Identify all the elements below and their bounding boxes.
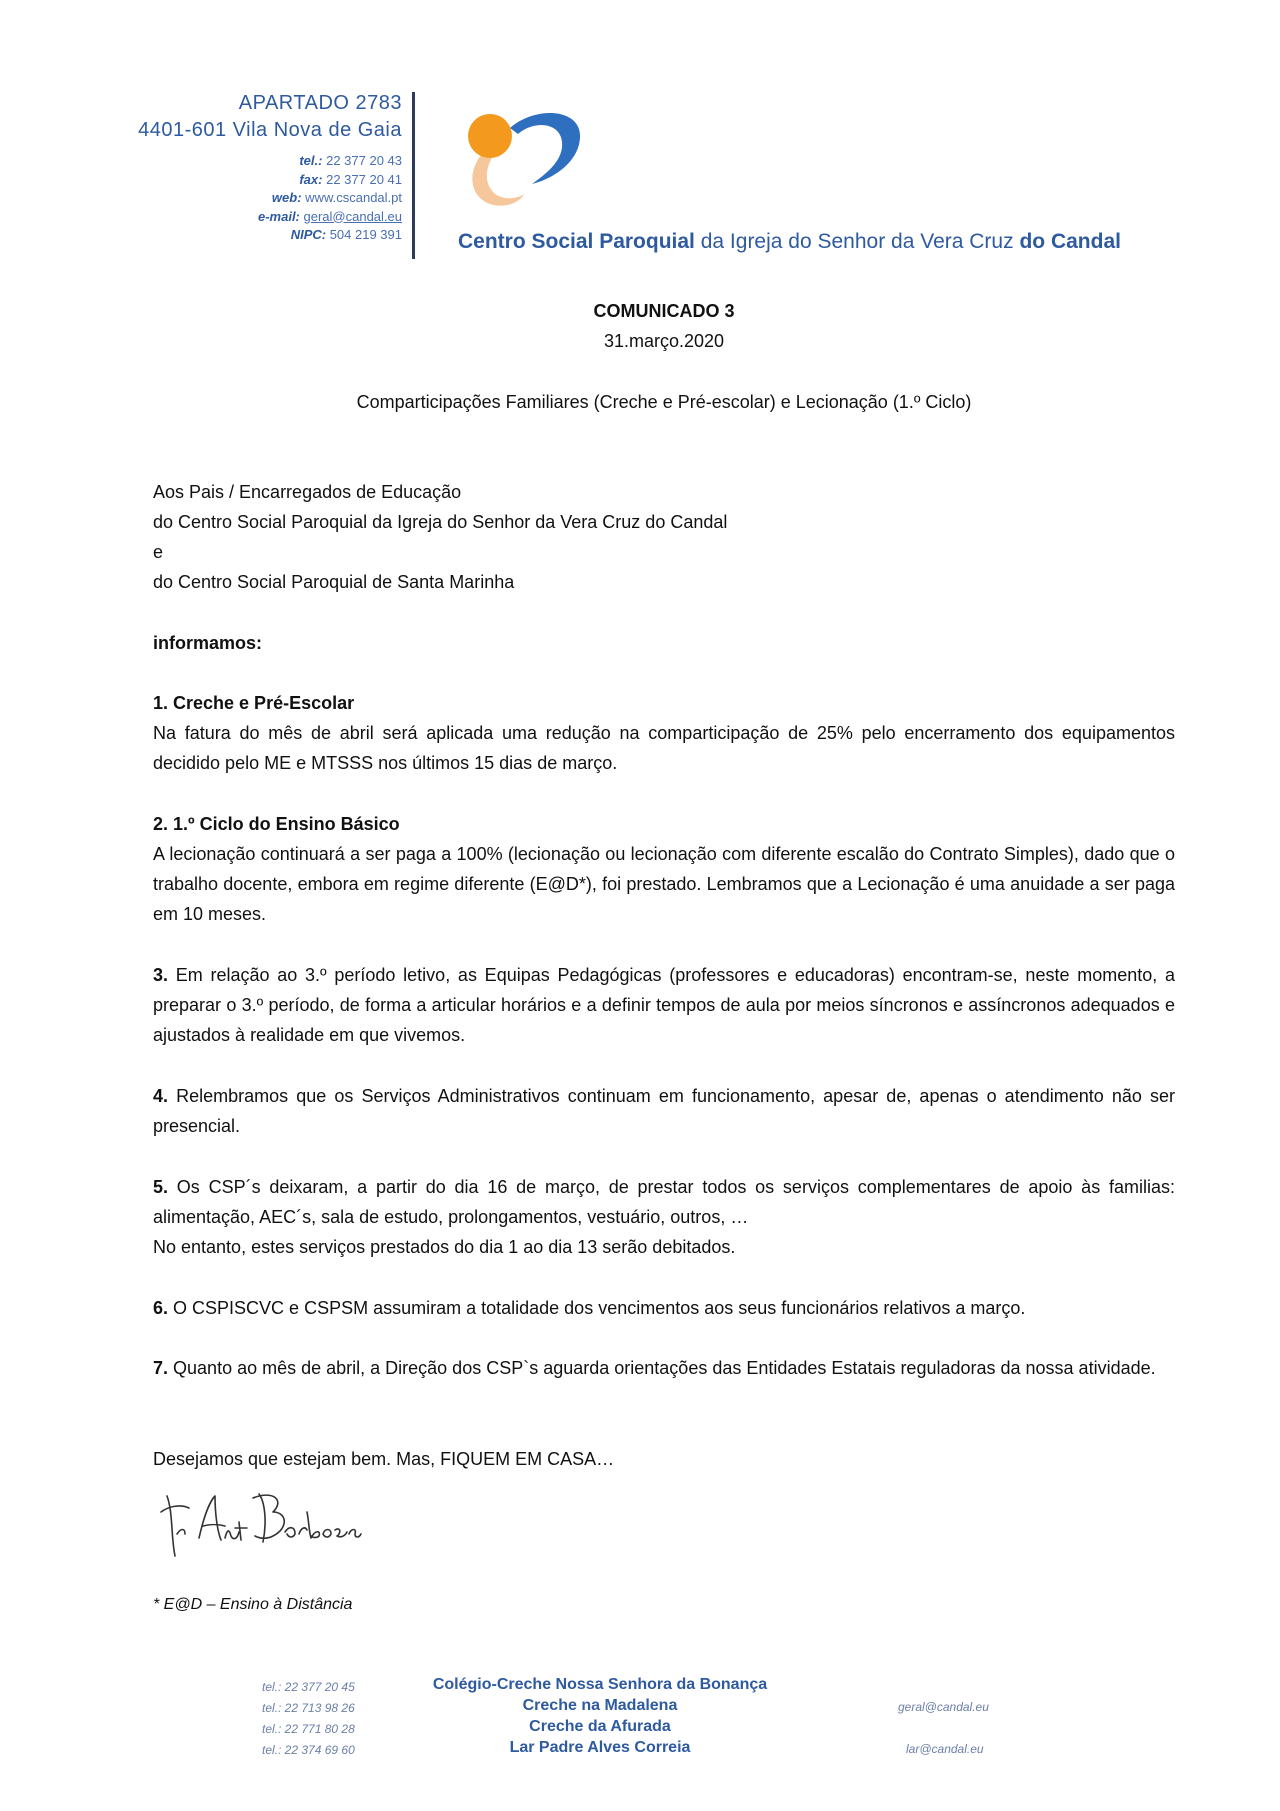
logo-blue-arc xyxy=(510,113,580,184)
address-line-2: 4401-601 Vila Nova de Gaia xyxy=(138,119,402,141)
document-subject: Comparticipações Familiares (Creche e Pré-escolar) e Lecionação (1.º Ciclo) xyxy=(356,392,972,412)
section-5 xyxy=(153,1172,1175,1262)
section-6 xyxy=(153,1293,1175,1323)
section-7-text: Quanto ao mês de abril, a Direção dos CSP`s aguarda orientações das Entidades Estatais reguladoras da nossa atividade. xyxy=(173,1358,1156,1378)
section-5-text-2: No entanto, estes serviços prestados do dia 1 ao dia 13 serão debitados. xyxy=(153,1237,736,1257)
recipients-block xyxy=(153,477,1175,597)
footer-institution-1: Colégio-Creche Nossa Senhora da Bonança xyxy=(432,1676,768,1693)
section-2-text: A lecionação continuará a ser paga a 100% (lecionação ou lecionação com diferente escalão do Contrato Simples), dado que o trabalho docente, embora em regime diferente (E@D*), foi prestado. Lembramos que a Lecionação é uma anuidade a ser paga em 10 meses. xyxy=(153,844,1175,924)
tel-line: tel.: 22 377 20 43 xyxy=(299,153,402,168)
section-5-number: 5. xyxy=(153,1177,169,1197)
footer-email-1[interactable]: geral@candal.eu xyxy=(898,1700,989,1714)
section-2-heading: 2. 1.º Ciclo do Ensino Básico xyxy=(153,814,400,834)
section-3-number: 3. xyxy=(153,965,169,985)
letterhead-address xyxy=(138,90,402,245)
section-1-text: Na fatura do mês de abril será aplicada uma redução na comparticipação de 25% pelo encerramento dos equipamentos decidido pelo ME e MTSSS nos últimos 15 dias de março. xyxy=(153,723,1175,773)
signature xyxy=(155,1482,365,1562)
footer-phone-4: tel.: 22 374 69 60 xyxy=(262,1743,355,1757)
letterhead-divider xyxy=(412,92,415,259)
closing-text: Desejamos que estejam bem. Mas, FIQUEM EM CASA… xyxy=(153,1449,615,1469)
footnote: * E@D – Ensino à Distância xyxy=(153,1596,353,1613)
footer-institution-3: Creche da Afurada xyxy=(529,1718,671,1735)
document-date: 31.março.2020 xyxy=(603,331,725,351)
section-4-number: 4. xyxy=(153,1086,169,1106)
section-3-text: Em relação ao 3.º período letivo, as Equipas Pedagógicas (professores e educadoras) encontram-se, neste momento, a preparar o 3.º período, de forma a articular horários e a definir tempos de aula por meios síncronos e assíncronos adequados e ajustados à realidade em que vivemos. xyxy=(153,965,1175,1045)
intro-text: informamos: xyxy=(153,633,263,653)
footer-phones xyxy=(262,1677,355,1761)
web-link[interactable]: www.cscandal.pt xyxy=(305,190,402,205)
contact-block xyxy=(138,152,402,245)
footer-institution-2: Creche na Madalena xyxy=(522,1697,678,1714)
organization-name: Centro Social Paroquial da Igreja do Senhor da Vera Cruz do Candal xyxy=(458,230,1121,253)
section-3 xyxy=(153,960,1175,1050)
recipient-line-2: do Centro Social Paroquial da Igreja do Senhor da Vera Cruz do Candal xyxy=(153,512,728,532)
section-4 xyxy=(153,1081,1175,1141)
section-6-text: O CSPISCVC e CSPSM assumiram a totalidade dos vencimentos aos seus funcionários relativos a março. xyxy=(173,1298,1026,1318)
section-4-text: Relembramos que os Serviços Administrativos continuam em funcionamento, apesar de, apenas o atendimento não ser presencial. xyxy=(153,1086,1175,1136)
nipc-line: NIPC: 504 219 391 xyxy=(290,227,402,242)
section-1 xyxy=(153,688,1175,778)
footer-email-2[interactable]: lar@candal.eu xyxy=(906,1742,984,1756)
organization-logo xyxy=(460,108,590,218)
section-5-text: Os CSP´s deixaram, a partir do dia 16 de março, de prestar todos os serviços complementares de apoio às familias: alimentação, AEC´s, sala de estudo, prolongamentos, vestuário, outros, … xyxy=(153,1177,1175,1227)
logo-orange-dot xyxy=(468,114,512,158)
logo-peach-arc xyxy=(472,154,524,206)
address-line-1: APARTADO 2783 xyxy=(238,92,402,114)
section-7 xyxy=(153,1353,1175,1383)
footer-institutions xyxy=(380,1674,820,1758)
email-link[interactable]: geral@candal.eu xyxy=(303,208,402,224)
footer-phone-1: tel.: 22 377 20 45 xyxy=(262,1680,355,1694)
footer-phone-3: tel.: 22 771 80 28 xyxy=(262,1722,355,1736)
fax-line: fax: 22 377 20 41 xyxy=(299,171,402,187)
section-2 xyxy=(153,809,1175,929)
footer-institution-4: Lar Padre Alves Correia xyxy=(509,1739,691,1756)
recipient-line-3: e xyxy=(153,542,164,562)
section-7-number: 7. xyxy=(153,1358,169,1378)
section-1-heading: 1. Creche e Pré-Escolar xyxy=(153,693,355,713)
section-6-number: 6. xyxy=(153,1298,169,1318)
web-line: web: www.cscandal.pt xyxy=(271,190,402,205)
document-title: COMUNICADO 3 xyxy=(593,301,735,321)
recipient-line-4: do Centro Social Paroquial de Santa Marinha xyxy=(153,572,515,592)
email-line: e-mail: geral@candal.eu xyxy=(257,208,402,224)
footer-phone-2: tel.: 22 713 98 26 xyxy=(262,1701,355,1715)
recipient-line-1: Aos Pais / Encarregados de Educação xyxy=(153,482,462,502)
